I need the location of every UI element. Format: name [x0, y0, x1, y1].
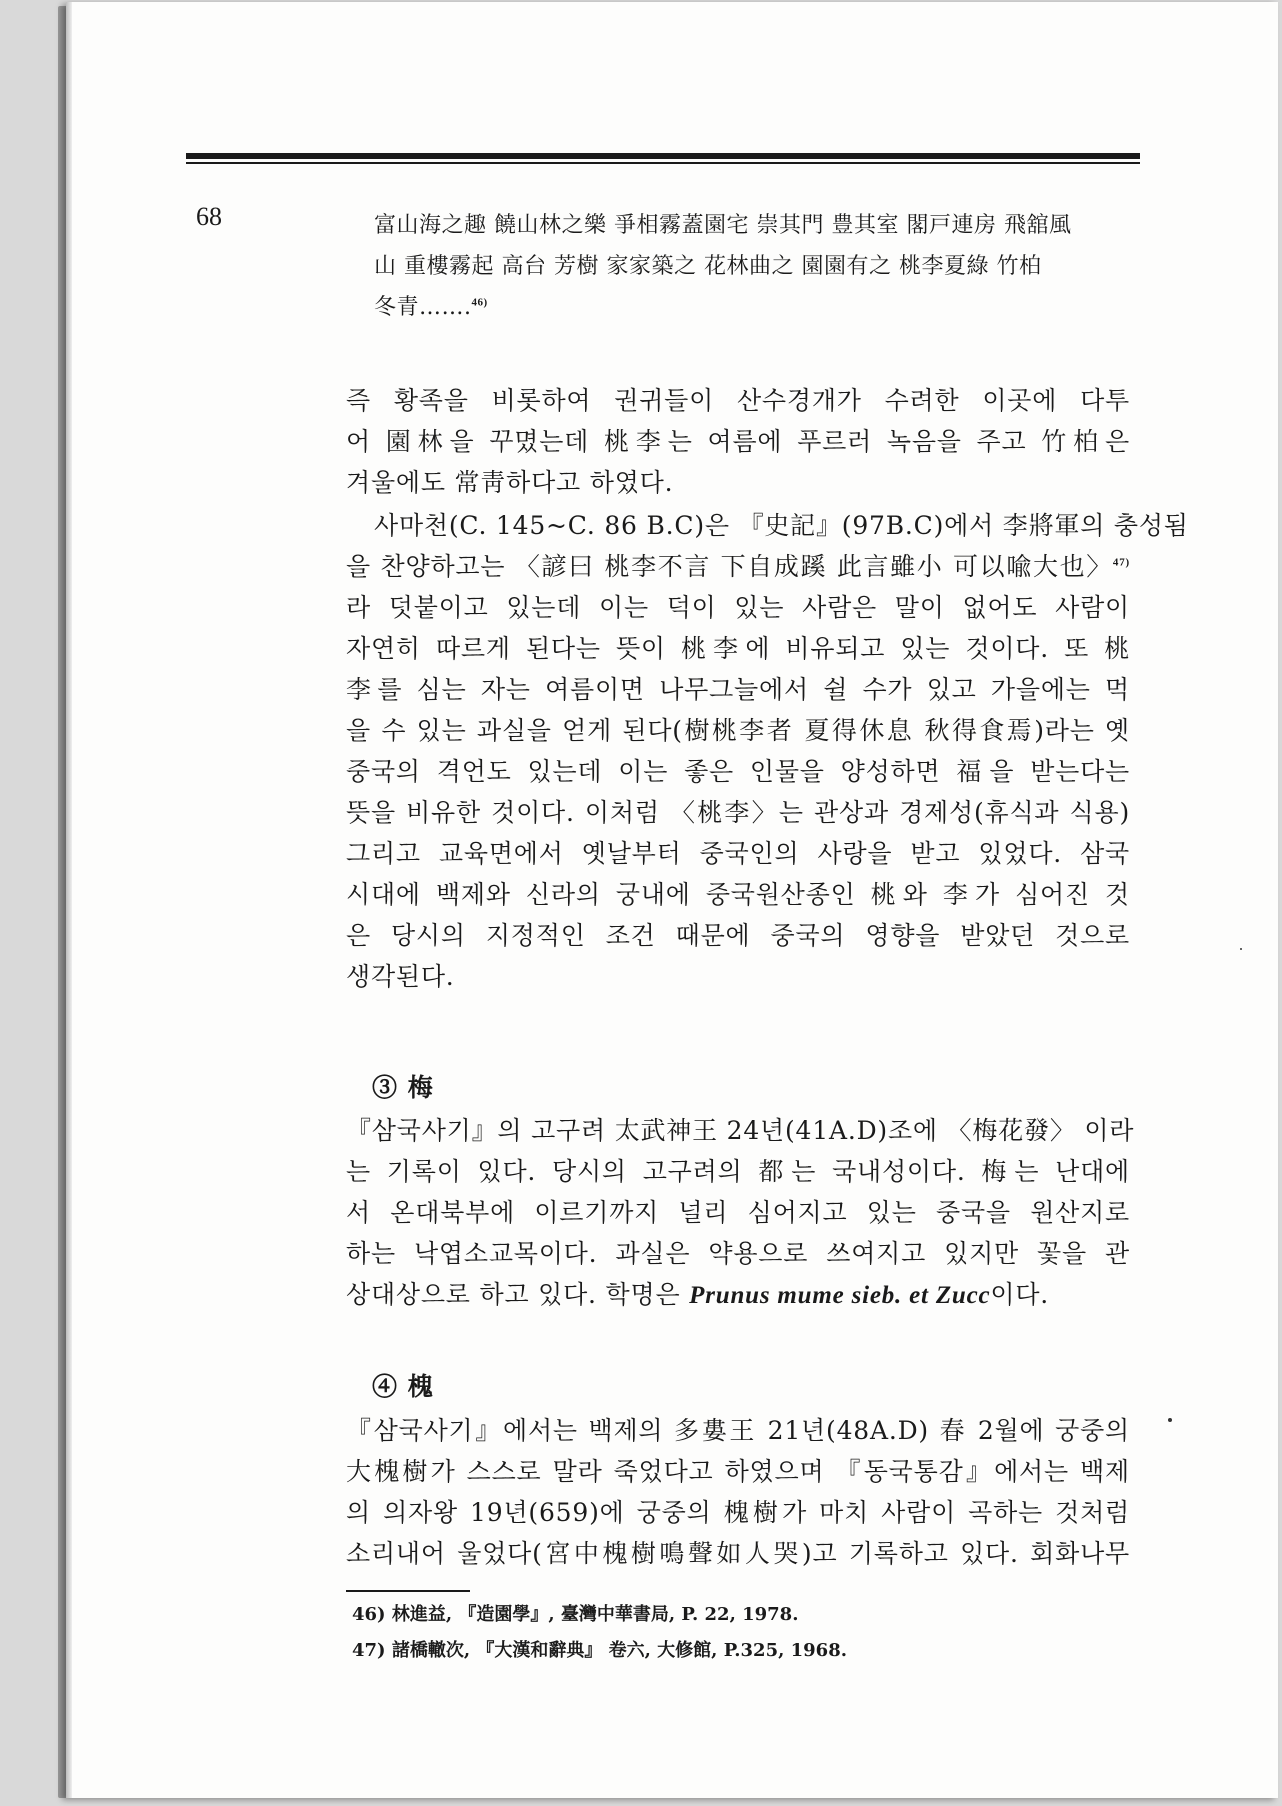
text-line [346, 1274, 1130, 1316]
text-line: 즉 황족을 비롯하여 권귀들이 산수경개가 수려한 이곳에 다투 [346, 386, 1130, 415]
paragraph-2 [346, 505, 1189, 997]
text-line: 李를 심는 자는 여름이면 나무그늘에서 쉴 수가 있고 가을에는 먹 [346, 675, 1130, 704]
scientific-name: Prunus mume sieb. et Zucc [689, 1282, 991, 1309]
scan-speck [1240, 948, 1242, 950]
text-line: 생각된다. [346, 962, 455, 991]
text-line: 라 덧붙이고 있는데 이는 덕이 있는 사람은 말이 없어도 사람이 [346, 593, 1130, 622]
section-heading-goe: ④ 槐 [372, 1372, 434, 1401]
scan-speck [1168, 1418, 1172, 1422]
footnote-ref-47: 47) [1112, 556, 1130, 569]
footnote-46: 46) 林進益, 『造園學』, 臺灣中華書局, P. 22, 1978. [352, 1604, 799, 1625]
text-line: 의 의자왕 19년(659)에 궁중의 槐樹가 마치 사람이 곡하는 것처럼 [346, 1498, 1130, 1527]
paragraph-3 [346, 1110, 1135, 1316]
footnotes [352, 1597, 847, 1669]
text-line: 소리내어 울었다(宮中槐樹鳴聲如人哭)고 기록하고 있다. 회화나무 [346, 1539, 1130, 1568]
classical-quote [374, 205, 1144, 328]
paragraph-4 [346, 1410, 1130, 1574]
text-line: 뜻을 비유한 것이다. 이처럼 〈桃李〉는 관상과 경제성(휴식과 식용) [346, 798, 1130, 827]
section-heading-mae: ③ 梅 [372, 1073, 434, 1102]
text-line-content: 을 찬양하고는 〈諺曰 桃李不言 下自成蹊 此言雖小 可以喩大也〉 [346, 552, 1113, 581]
text-line: 자연히 따르게 된다는 뜻이 桃李에 비유되고 있는 것이다. 또 桃 [346, 634, 1130, 663]
paragraph-1 [346, 380, 1130, 503]
text-line: 는 기록이 있다. 당시의 고구려의 都는 국내성이다. 梅는 난대에 [346, 1157, 1130, 1186]
footnote-47: 47) 諸橋轍次, 『大漢和辭典』 卷六, 大修館, P.325, 1968. [352, 1640, 847, 1661]
text-line: 겨울에도 常靑하다고 하였다. [346, 468, 674, 497]
quote-line: 山 重樓霧起 高台 芳樹 家家築之 花林曲之 園園有之 桃李夏綠 竹柏 [374, 254, 1042, 279]
footnote-ref-46: 46) [471, 296, 488, 309]
quote-line: 富山海之趣 饒山林之樂 爭相霧蓋園宅 崇其門 豊其室 閣戸連房 飛舘風 [374, 213, 1072, 238]
text-line-suffix: 이다. [990, 1280, 1050, 1309]
header-rule-thick [186, 153, 1140, 159]
page-number: 68 [196, 202, 222, 231]
text-line: 시대에 백제와 신라의 궁내에 중국원산종인 桃와 李가 심어진 것 [346, 880, 1130, 909]
text-line: 은 당시의 지정적인 조건 때문에 중국의 영향을 받았던 것으로 [346, 921, 1130, 950]
text-line: 大槐樹가 스스로 말라 죽었다고 하였으며 『동국통감』에서는 백제 [346, 1457, 1130, 1486]
quote-line [374, 287, 1144, 328]
text-line: 서 온대북부에 이르기까지 널리 심어지고 있는 중국을 원산지로 [346, 1198, 1130, 1227]
page-edge [66, 2, 72, 1798]
text-line: 그리고 교육면에서 옛날부터 중국인의 사랑을 받고 있었다. 삼국 [346, 839, 1130, 868]
text-line: 을 수 있는 과실을 얻게 된다(樹桃李者 夏得休息 秋得食焉)라는 옛 [346, 716, 1130, 745]
footnote-rule [346, 1590, 470, 1592]
text-line: 하는 낙엽소교목이다. 과실은 약용으로 쓰여지고 있지만 꽃을 관 [346, 1239, 1130, 1268]
text-line: 어 園林을 꾸몄는데 桃李는 여름에 푸르러 녹음을 주고 竹柏은 [346, 427, 1130, 456]
quote-line-text: 冬青……. [374, 295, 472, 320]
text-line: 『삼국사기』의 고구려 太武神王 24년(41A.D)조에 〈梅花發〉 이라 [346, 1116, 1135, 1145]
text-line: 중국의 격언도 있는데 이는 좋은 인물을 양성하면 福을 받는다는 [346, 757, 1130, 786]
text-line [346, 546, 1130, 587]
text-line-prefix: 상대상으로 하고 있다. 학명은 [346, 1280, 690, 1309]
text-line: 『삼국사기』에서는 백제의 多婁王 21년(48A.D) 春 2월에 궁중의 [346, 1416, 1130, 1445]
text-line: 사마천(C. 145~C. 86 B.C)은 『史記』(97B.C)에서 李將軍의 충성됨 [374, 511, 1189, 540]
header-rule-thin [186, 162, 1140, 164]
